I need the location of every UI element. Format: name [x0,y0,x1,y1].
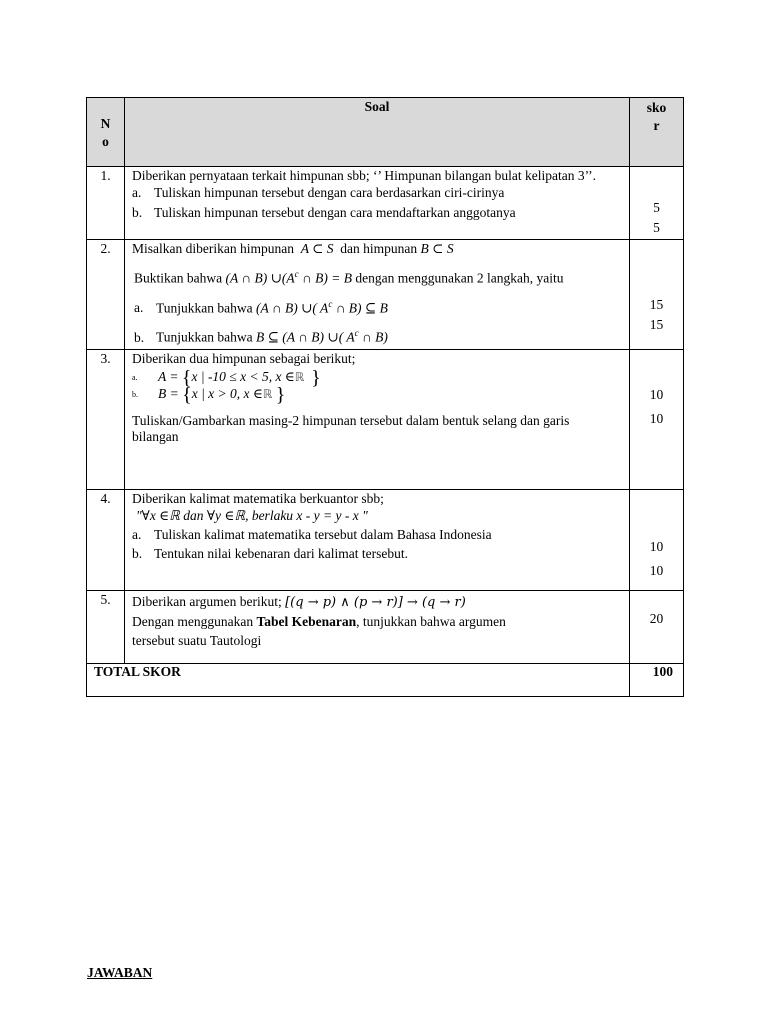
q3-task-line2: bilangan [132,429,179,444]
q3-set-b-name: B = [158,386,183,401]
q5-text [125,591,630,664]
q2-item-b-expr2: ∩ B) [361,329,388,345]
q2-prove-pre: Buktikan bahwa [134,270,223,286]
real-numbers-icon: ℝ [262,387,273,401]
q3-no: 3. [87,350,125,490]
q4-score-b: 10 [649,563,664,578]
q2-score-a: 15 [649,297,664,312]
q2-item-b [132,325,623,346]
q4-score [630,490,684,591]
q2-score-b: 15 [649,317,664,332]
q2-score [630,240,684,350]
q3-score [630,350,684,490]
q4-statement: "∀x ∈ℝ dan ∀y ∈ℝ, berlaku x - y = y - x " [136,508,368,523]
q5-line2-bold: Tabel Kebenaran [256,614,357,629]
q4-item-b [132,546,623,562]
q2-prove-expr: (A ∩ B) ∪(A [225,270,295,286]
list-label: b. [132,546,143,561]
q2-prove [132,266,623,287]
table-row-q2 [87,240,684,350]
right-brace-icon: } [275,384,286,406]
q5-line3: tersebut suatu Tautologi [132,633,262,648]
q2-prove-post: dengan menggunakan 2 langkah, yaitu [355,270,564,286]
q4-intro: Diberikan kalimat matematika berkuantor sbb; [132,491,384,506]
q1-item-b [132,205,623,221]
q4-no: 4. [87,490,125,591]
jawaban-heading: JAWABAN [87,965,153,980]
question-table [86,97,684,697]
q5-expression: [(q → p) ∧ (p → r)] → (q → r) [285,595,466,610]
q4-item-a [132,527,623,543]
q5-score-value: 20 [649,611,664,626]
q2-intro-math2: B ⊂ S [420,241,454,256]
q2-item-a-expr2: ∩ B) ⊆ B [335,300,388,315]
q4-item-b-text: Tentukan nilai kebenaran dari kalimat tersebut. [154,546,408,561]
q3-set-a [132,367,623,389]
table-header-row [87,98,684,167]
q3-intro: Diberikan dua himpunan sebagai berikut; [132,351,356,366]
q3-set-b-body: x | x > 0, x ∈ [191,386,263,401]
list-label: a. [132,185,142,200]
complement-sup: c [294,269,299,279]
q1-score-b: 5 [653,220,660,235]
total-label: TOTAL SKOR [87,664,630,697]
q5-line2-pre: Dengan menggunakan [132,614,254,629]
table-row-q1 [87,167,684,240]
q2-intro-mid: dan himpunan [340,241,418,256]
q3-score-a: 10 [649,387,664,402]
header-skor [630,98,684,167]
q1-score [630,167,684,240]
q1-item-a-text: Tuliskan himpunan tersebut dengan cara berdasarkan ciri-cirinya [154,185,505,200]
q2-item-a [132,296,623,317]
table-row-q3 [87,350,684,490]
q1-item-a [132,185,623,201]
q3-set-b [132,384,623,406]
q3-set-a-name: A = [158,369,182,384]
list-label: b. [132,205,143,220]
q4-score-a: 10 [649,539,664,554]
q1-no: 1. [87,167,125,240]
list-label: b. [134,329,145,345]
q1-text [125,167,630,240]
q1-intro: Diberikan pernyataan terkait himpunan sbb; ‘’ Himpunan bilangan bulat kelipatan 3’’. [132,168,596,183]
q3-score-b: 10 [649,411,664,426]
q3-set-a-body: x | -10 ≤ x < 5, x ∈ [191,369,295,384]
q5-intro-text: Diberikan argumen berikut; [132,594,282,609]
q2-intro-pre: Misalkan diberikan himpunan [132,241,294,256]
q5-line2-post: , tunjukkan bahwa argumen [356,614,506,629]
q3-task: Tuliskan/Gambarkan masing-2 himpunan tersebut dalam bentuk selang dan garis [132,413,570,428]
q1-score-a: 5 [653,200,660,215]
q2-text [125,240,630,350]
q3-text [125,350,630,490]
q2-item-b-expr: B ⊆ (A ∩ B) ∪( A [256,329,355,345]
q5-intro [132,592,623,612]
q3-set-b-label: b. [132,389,138,399]
list-label: a. [132,527,142,542]
header-soal: Soal [125,98,630,167]
q2-item-a-expr: (A ∩ B) ∪( A [256,300,329,315]
table-row-total [87,664,684,697]
q1-item-b-text: Tuliskan himpunan tersebut dengan cara mendaftarkan anggotanya [154,205,516,220]
right-brace-icon: } [311,367,321,389]
complement-sup: c [354,328,359,338]
header-skor-line1: sko [646,100,667,115]
q5-score [630,591,684,664]
q4-item-a-text: Tuliskan kalimat matematika tersebut dalam Bahasa Indonesia [154,527,492,542]
left-brace-icon: { [181,367,192,389]
header-no-line2: o [102,134,109,149]
complement-sup: c [328,298,333,309]
header-no [87,98,125,167]
q4-text [125,490,630,591]
header-no-line1: N [100,116,111,131]
q2-prove-expr2: ∩ B) = B [302,270,353,286]
q2-no: 2. [87,240,125,350]
left-brace-icon: { [182,384,192,406]
real-numbers-icon: ℝ [294,370,305,384]
header-skor-line2: r [653,118,660,133]
q2-intro [132,241,623,257]
q2-item-a-pre: Tunjukkan bahwa [156,300,253,315]
table-row-q5 [87,591,684,664]
total-value: 100 [630,664,684,697]
q3-set-a-label: a. [132,372,138,382]
q5-no: 5. [87,591,125,664]
q5-line2 [132,612,623,631]
list-label: a. [134,300,144,315]
q2-item-b-pre: Tunjukkan bahwa [156,329,253,345]
q2-intro-math1: A ⊂ S [300,241,334,256]
table-row-q4 [87,490,684,591]
